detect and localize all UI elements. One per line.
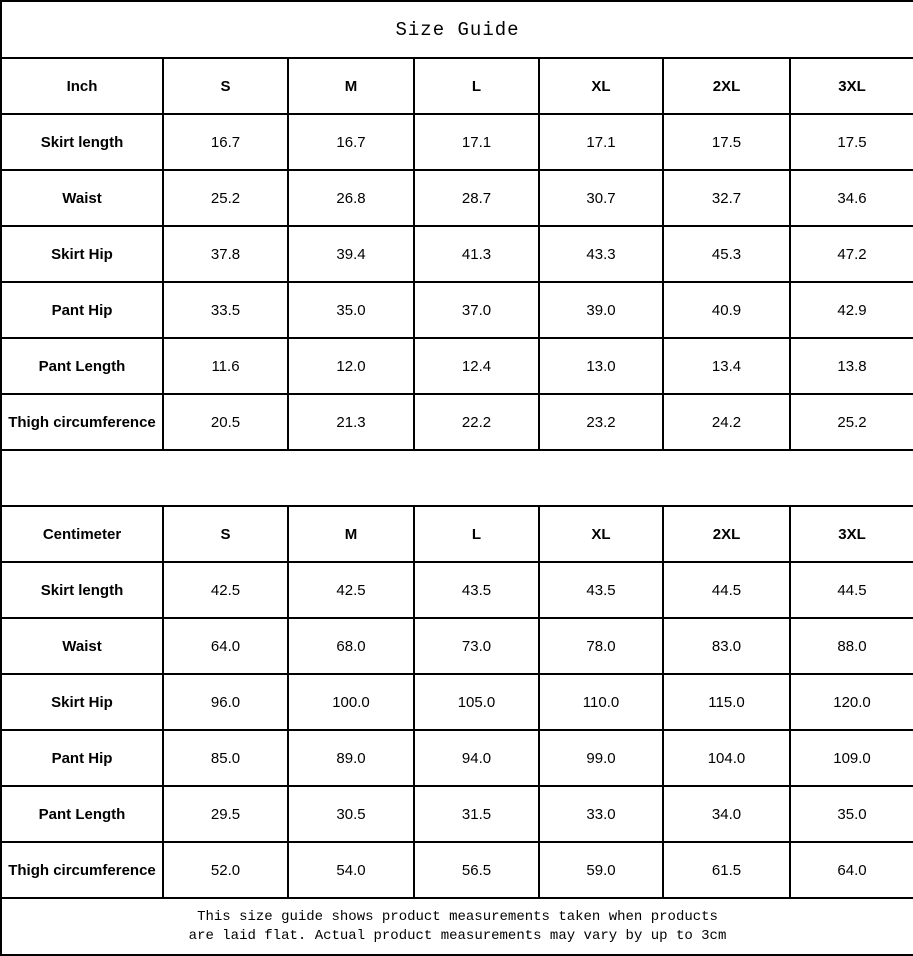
table-row: [1, 674, 913, 730]
size-col-header-m: M: [288, 58, 414, 114]
cell-value: 61.5: [663, 842, 790, 898]
cell-value: 94.0: [414, 730, 539, 786]
cell-value: 115.0: [663, 674, 790, 730]
size-col-header-l: L: [414, 58, 539, 114]
cell-value: 99.0: [539, 730, 663, 786]
cell-value: 40.9: [663, 282, 790, 338]
size-col-header-2xl: 2XL: [663, 58, 790, 114]
row-label: Pant Length: [1, 338, 163, 394]
size-col-header-xl: XL: [539, 58, 663, 114]
cell-value: 39.4: [288, 226, 414, 282]
cell-value: 26.8: [288, 170, 414, 226]
row-label: Waist: [1, 618, 163, 674]
table-row: [1, 226, 913, 282]
cell-value: 34.0: [663, 786, 790, 842]
row-label: Thigh circumference: [1, 842, 163, 898]
size-col-header-3xl: 3XL: [790, 58, 913, 114]
size-col-header-l: L: [414, 506, 539, 562]
cell-value: 120.0: [790, 674, 913, 730]
table-row: [1, 618, 913, 674]
table-row: [1, 562, 913, 618]
cell-value: 13.8: [790, 338, 913, 394]
table-row: [1, 170, 913, 226]
row-label: Skirt Hip: [1, 674, 163, 730]
footer-note-line2: are laid flat. Actual product measurements may vary by up to 3cm: [188, 927, 727, 944]
footer-note: [1, 898, 913, 955]
unit-header-centimeter: Centimeter: [1, 506, 163, 562]
cell-value: 13.0: [539, 338, 663, 394]
inch-header-row: [1, 58, 913, 114]
cell-value: 42.9: [790, 282, 913, 338]
cell-value: 12.0: [288, 338, 414, 394]
size-col-header-2xl: 2XL: [663, 506, 790, 562]
cell-value: 88.0: [790, 618, 913, 674]
cell-value: 33.0: [539, 786, 663, 842]
cell-value: 21.3: [288, 394, 414, 450]
row-label: Skirt length: [1, 562, 163, 618]
cell-value: 17.1: [414, 114, 539, 170]
cell-value: 29.5: [163, 786, 288, 842]
cell-value: 12.4: [414, 338, 539, 394]
cell-value: 42.5: [288, 562, 414, 618]
row-label: Skirt length: [1, 114, 163, 170]
table-row: [1, 842, 913, 898]
cell-value: 42.5: [163, 562, 288, 618]
table-row: [1, 730, 913, 786]
table-row: [1, 786, 913, 842]
cell-value: 109.0: [790, 730, 913, 786]
cell-value: 11.6: [163, 338, 288, 394]
table-row: [1, 114, 913, 170]
row-label: Thigh circumference: [1, 394, 163, 450]
row-label: Waist: [1, 170, 163, 226]
row-label: Pant Hip: [1, 730, 163, 786]
cell-value: 59.0: [539, 842, 663, 898]
row-label: Pant Length: [1, 786, 163, 842]
spacer-row: [1, 450, 913, 506]
cell-value: 73.0: [414, 618, 539, 674]
row-label: Skirt Hip: [1, 226, 163, 282]
cell-value: 89.0: [288, 730, 414, 786]
size-col-header-s: S: [163, 58, 288, 114]
cell-value: 43.5: [414, 562, 539, 618]
cell-value: 47.2: [790, 226, 913, 282]
row-label: Pant Hip: [1, 282, 163, 338]
cell-value: 23.2: [539, 394, 663, 450]
size-col-header-xl: XL: [539, 506, 663, 562]
cell-value: 25.2: [163, 170, 288, 226]
cell-value: 96.0: [163, 674, 288, 730]
footer-note-line1: This size guide shows product measurements taken when products: [197, 908, 718, 925]
cell-value: 16.7: [163, 114, 288, 170]
cell-value: 104.0: [663, 730, 790, 786]
cell-value: 44.5: [790, 562, 913, 618]
cell-value: 37.0: [414, 282, 539, 338]
cell-value: 34.6: [790, 170, 913, 226]
cell-value: 44.5: [663, 562, 790, 618]
cell-value: 56.5: [414, 842, 539, 898]
cell-value: 54.0: [288, 842, 414, 898]
cell-value: 64.0: [163, 618, 288, 674]
cell-value: 100.0: [288, 674, 414, 730]
table-row: [1, 338, 913, 394]
cell-value: 32.7: [663, 170, 790, 226]
table-row: [1, 282, 913, 338]
page-title: Size Guide: [1, 1, 913, 58]
cell-value: 105.0: [414, 674, 539, 730]
cell-value: 110.0: [539, 674, 663, 730]
size-col-header-3xl: 3XL: [790, 506, 913, 562]
cell-value: 35.0: [288, 282, 414, 338]
cell-value: 78.0: [539, 618, 663, 674]
cell-value: 31.5: [414, 786, 539, 842]
size-col-header-m: M: [288, 506, 414, 562]
cell-value: 52.0: [163, 842, 288, 898]
centimeter-header-row: [1, 506, 913, 562]
cell-value: 35.0: [790, 786, 913, 842]
cell-value: 43.3: [539, 226, 663, 282]
cell-value: 30.5: [288, 786, 414, 842]
cell-value: 41.3: [414, 226, 539, 282]
cell-value: 45.3: [663, 226, 790, 282]
cell-value: 33.5: [163, 282, 288, 338]
cell-value: 30.7: [539, 170, 663, 226]
cell-value: 13.4: [663, 338, 790, 394]
footer-row: [1, 898, 913, 955]
unit-header-inch: Inch: [1, 58, 163, 114]
cell-value: 17.5: [663, 114, 790, 170]
cell-value: 22.2: [414, 394, 539, 450]
cell-value: 17.5: [790, 114, 913, 170]
cell-value: 37.8: [163, 226, 288, 282]
cell-value: 16.7: [288, 114, 414, 170]
cell-value: 68.0: [288, 618, 414, 674]
table-spacer: [1, 450, 913, 506]
cell-value: 28.7: [414, 170, 539, 226]
cell-value: 83.0: [663, 618, 790, 674]
cell-value: 43.5: [539, 562, 663, 618]
cell-value: 85.0: [163, 730, 288, 786]
cell-value: 64.0: [790, 842, 913, 898]
title-row: [1, 1, 913, 58]
cell-value: 24.2: [663, 394, 790, 450]
cell-value: 17.1: [539, 114, 663, 170]
size-col-header-s: S: [163, 506, 288, 562]
table-row: [1, 394, 913, 450]
cell-value: 20.5: [163, 394, 288, 450]
cell-value: 39.0: [539, 282, 663, 338]
cell-value: 25.2: [790, 394, 913, 450]
